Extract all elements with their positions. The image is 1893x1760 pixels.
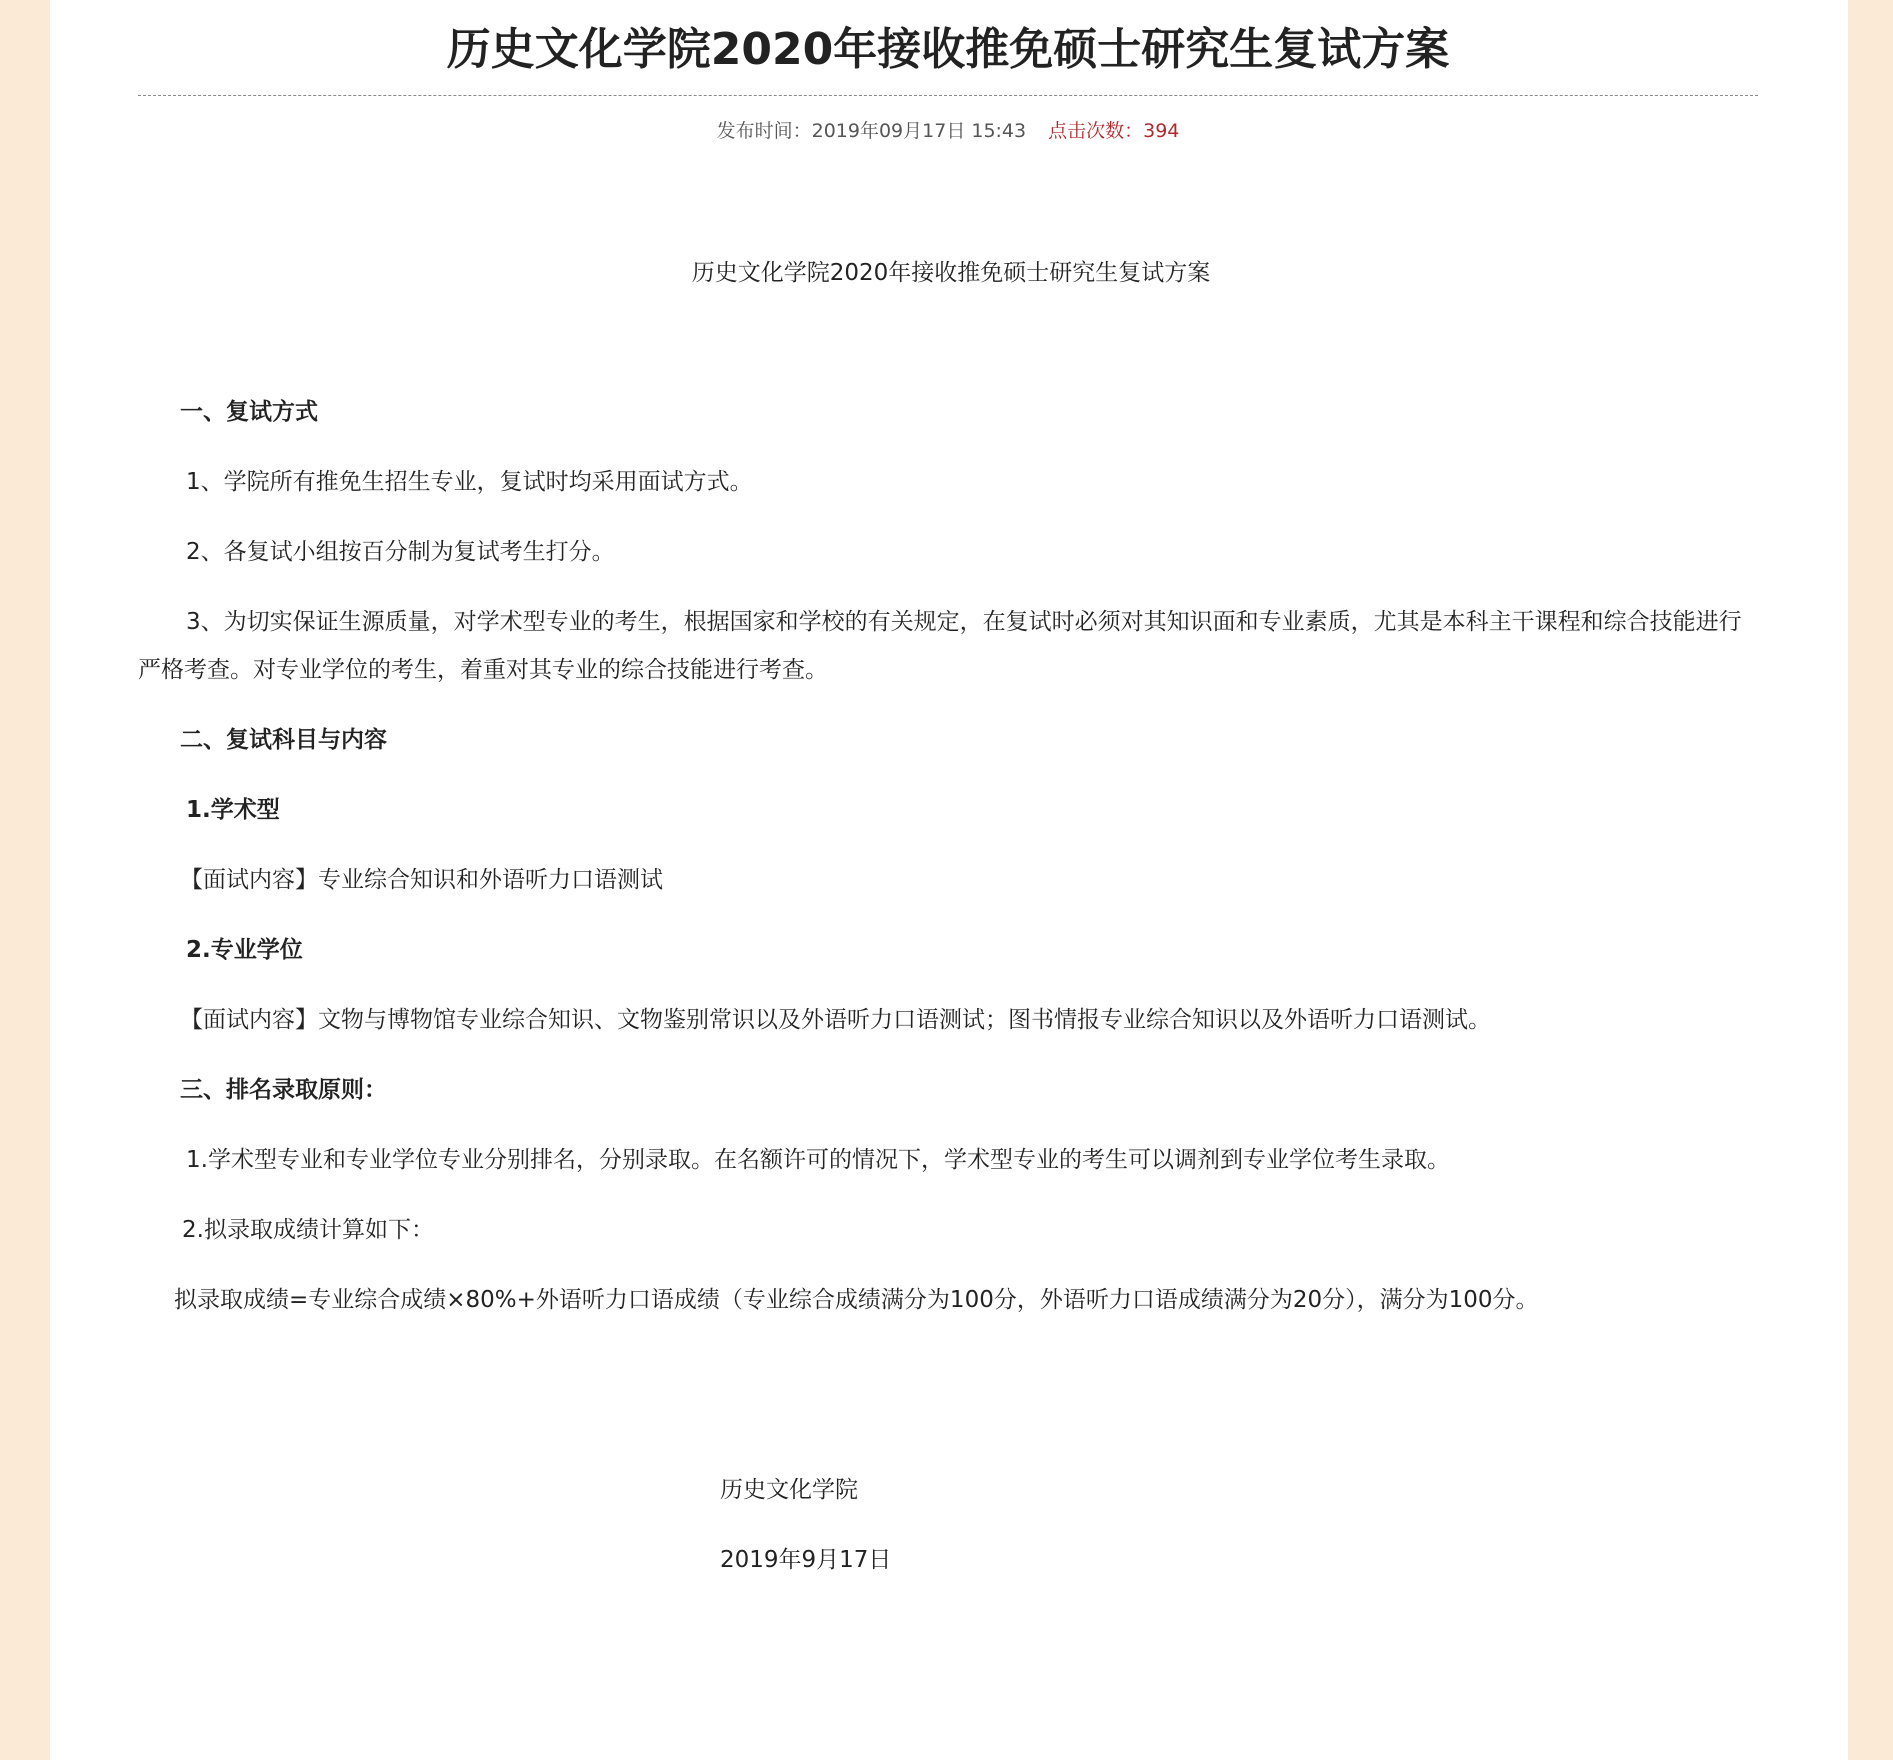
view-count: 点击次数：394	[1048, 120, 1180, 142]
section-heading-2: 二、复试科目与内容	[180, 727, 387, 753]
signature-org: 历史文化学院	[720, 1477, 858, 1503]
section2-sub-1-content: 【面试内容】专业综合知识和外语听力口语测试	[180, 867, 663, 893]
article-meta	[138, 116, 1758, 146]
spacer	[138, 296, 1758, 388]
section1-item-3: 3、为切实保证生源质量，对学术型专业的考生，根据国家和学校的有关规定，在复试时必须对其知识面和专业素质，尤其是本科主干课程和综合技能进行严格考查。对专业学位的考生，着重对其专业的综合技能进行考查。	[138, 609, 1742, 683]
article-page	[50, 0, 1848, 1760]
section3-formula: 拟录取成绩=专业综合成绩×80%+外语听力口语成绩（专业综合成绩满分为100分，外语听力口语成绩满分为20分），满分为100分。	[174, 1287, 1539, 1313]
section1-item-1: 1、学院所有推免生招生专业，复试时均采用面试方式。	[186, 469, 753, 495]
section2-sub-2: 2.专业学位	[186, 937, 303, 963]
article-subtitle: 历史文化学院2020年接收推免硕士研究生复试方案	[691, 260, 1211, 286]
title-divider	[138, 95, 1758, 96]
section2-sub-1: 1.学术型	[186, 797, 280, 823]
article-container	[138, 0, 1758, 1573]
spacer	[138, 1346, 1758, 1466]
section3-item-1: 1.学术型专业和专业学位专业分别排名，分别录取。在名额许可的情况下，学术型专业的考生可以调剂到专业学位考生录取。	[186, 1147, 1450, 1173]
section1-item-2: 2、各复试小组按百分制为复试考生打分。	[186, 539, 615, 565]
section-heading-1: 一、复试方式	[180, 399, 318, 425]
publish-time: 发布时间：2019年09月17日 15:43	[716, 120, 1027, 142]
section3-item-2: 2.拟录取成绩计算如下：	[182, 1217, 434, 1243]
page-title: 历史文化学院2020年接收推免硕士研究生复试方案	[446, 24, 1450, 75]
section2-sub-2-content: 【面试内容】文物与博物馆专业综合知识、文物鉴别常识以及外语听力口语测试；图书情报专业综合知识以及外语听力口语测试。	[180, 1007, 1491, 1033]
article-body	[138, 250, 1758, 1606]
signature-date: 2019年9月17日	[720, 1547, 892, 1573]
section-heading-3: 三、排名录取原则：	[180, 1077, 387, 1103]
